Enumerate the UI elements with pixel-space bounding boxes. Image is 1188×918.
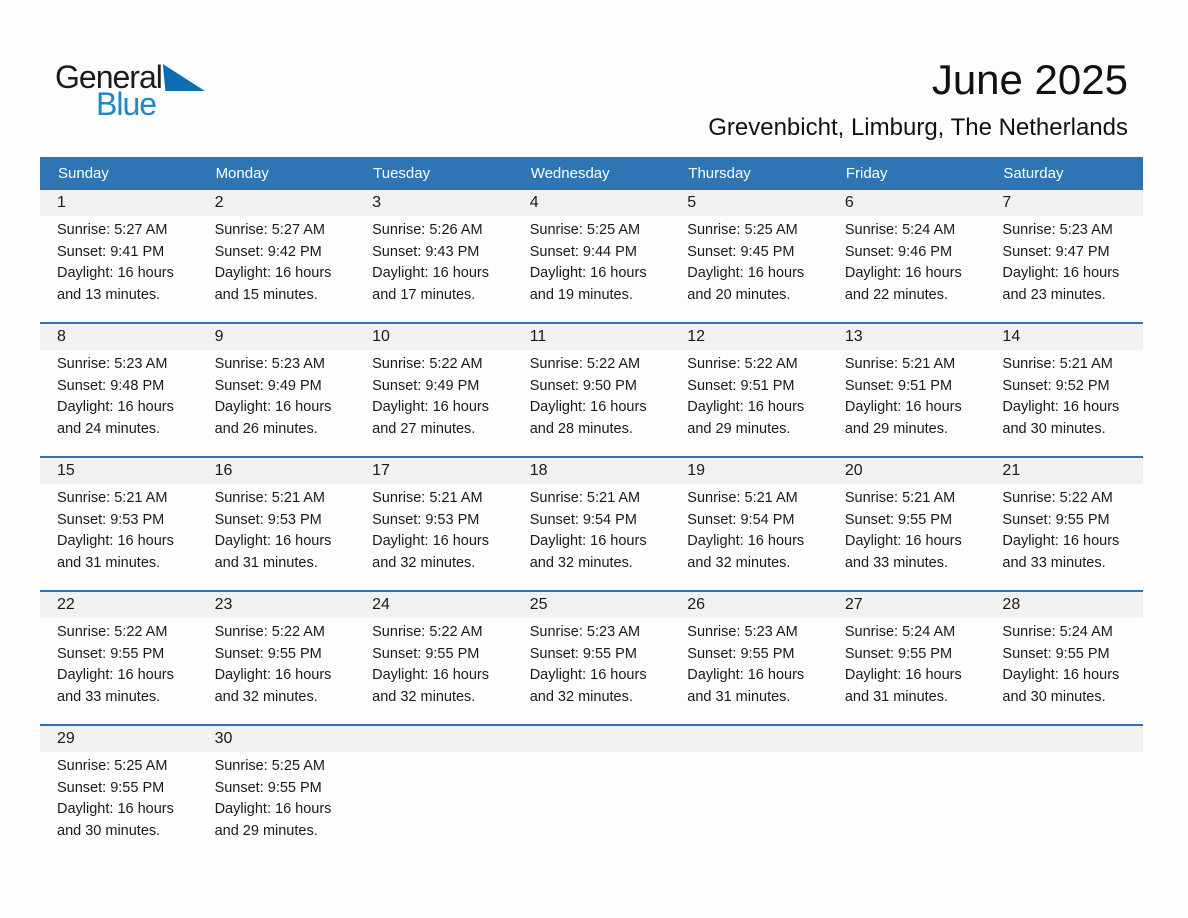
daylight-text-line2: and 30 minutes. [57,822,161,839]
sunset-text: Sunset: 9:55 PM [372,645,480,662]
day-number: 6 [828,190,986,216]
day-number: 4 [513,190,671,216]
calendar-day-cell [40,592,198,724]
calendar-day-cell [670,324,828,456]
daylight-text-line1: Daylight: 16 hours [57,533,174,549]
week-row [40,724,1143,858]
day-number: 20 [828,458,986,484]
day-number: 13 [828,324,986,350]
daylight-text-line2: and 32 minutes. [529,688,633,705]
daylight-text-line1: Daylight: 16 hours [57,265,174,281]
calendar-day-cell [828,190,986,322]
sunrise-text: Sunrise: 5:25 AM [214,758,325,774]
weekday-header-wednesday: Wednesday [530,165,610,182]
daylight-text-line2: and 32 minutes. [687,554,791,571]
daylight-text-line1: Daylight: 16 hours [57,801,174,817]
sunset-text: Sunset: 9:45 PM [687,243,795,260]
day-details [355,350,513,456]
calendar-empty-cell [355,726,513,858]
day-number: 11 [513,324,671,350]
daylight-text-line1: Daylight: 16 hours [687,265,805,281]
day-details [828,484,986,590]
calendar-day-cell [355,190,513,322]
day-details [355,216,513,322]
day-number: 26 [670,592,828,618]
day-number: 19 [670,458,828,484]
calendar-day-cell [513,592,671,724]
day-details [40,752,198,858]
week-row [40,190,1143,322]
daylight-text-line2: and 26 minutes. [214,420,318,437]
day-number: 9 [198,324,356,350]
day-number: 8 [40,324,198,350]
day-number: 3 [355,190,513,216]
sunset-text: Sunset: 9:50 PM [529,377,637,394]
sunset-text: Sunset: 9:42 PM [214,243,322,260]
day-details [985,216,1143,322]
daylight-text-line1: Daylight: 16 hours [372,399,490,415]
sunset-text: Sunset: 9:55 PM [529,645,637,662]
sunset-text: Sunset: 9:46 PM [844,243,953,260]
sunset-text: Sunset: 9:55 PM [844,511,953,528]
sunrise-text: Sunrise: 5:27 AM [57,222,168,238]
sunrise-text: Sunrise: 5:26 AM [372,222,483,238]
day-details [198,350,356,456]
calendar-day-cell [670,190,828,322]
weekday-header-row [40,157,1143,190]
day-details [198,484,356,590]
general-blue-logo [55,60,205,121]
day-details [198,752,356,858]
day-number [985,726,1143,752]
calendar-weeks [40,190,1143,858]
calendar-day-cell [513,458,671,590]
calendar-day-cell [198,324,356,456]
day-details [198,216,356,322]
calendar-day-cell [355,324,513,456]
sunset-text: Sunset: 9:47 PM [1002,243,1110,260]
sunrise-text: Sunrise: 5:25 AM [687,222,798,238]
daylight-text-line2: and 19 minutes. [529,286,633,303]
daylight-text-line2: and 31 minutes. [844,688,949,705]
day-details [513,484,671,590]
day-details [40,484,198,590]
sunrise-text: Sunrise: 5:23 AM [529,624,641,640]
sunrise-text: Sunrise: 5:22 AM [687,356,798,372]
day-details [355,752,513,858]
day-number: 29 [40,726,198,752]
daylight-text-line2: and 17 minutes. [372,286,476,303]
day-details [198,618,356,724]
sunset-text: Sunset: 9:55 PM [1002,645,1110,662]
day-details [670,618,828,724]
day-number [355,726,513,752]
day-details [985,752,1143,858]
daylight-text-line1: Daylight: 16 hours [214,533,332,549]
day-details [985,350,1143,456]
calendar-day-cell [40,190,198,322]
daylight-text-line2: and 32 minutes. [372,554,476,571]
day-details [828,350,986,456]
day-number: 17 [355,458,513,484]
location-subtitle: Grevenbicht, Limburg, The Netherlands [708,114,1128,141]
daylight-text-line2: and 29 minutes. [214,822,318,839]
sunrise-text: Sunrise: 5:23 AM [57,356,168,372]
daylight-text-line1: Daylight: 16 hours [529,667,647,683]
day-number: 24 [355,592,513,618]
week-row [40,456,1143,590]
calendar-day-cell [985,324,1143,456]
daylight-text-line1: Daylight: 16 hours [687,533,805,549]
daylight-text-line2: and 29 minutes. [687,420,791,437]
day-details [513,618,671,724]
sunrise-text: Sunrise: 5:21 AM [372,490,483,506]
day-details [828,752,986,858]
day-number: 25 [513,592,671,618]
daylight-text-line2: and 22 minutes. [844,286,949,303]
calendar-day-cell [513,324,671,456]
daylight-text-line1: Daylight: 16 hours [214,801,332,817]
daylight-text-line2: and 33 minutes. [844,554,949,571]
day-number: 10 [355,324,513,350]
calendar-day-cell [198,592,356,724]
sunrise-text: Sunrise: 5:22 AM [529,356,641,372]
daylight-text-line2: and 32 minutes. [214,688,318,705]
daylight-text-line2: and 31 minutes. [214,554,318,571]
sunrise-text: Sunrise: 5:21 AM [57,490,168,506]
sunset-text: Sunset: 9:44 PM [529,243,637,260]
calendar-empty-cell [670,726,828,858]
calendar-day-cell [985,592,1143,724]
weekday-header-friday: Friday [845,165,888,182]
daylight-text-line1: Daylight: 16 hours [214,399,332,415]
sunrise-text: Sunrise: 5:21 AM [844,356,956,372]
calendar-day-cell [355,458,513,590]
daylight-text-line2: and 33 minutes. [1002,554,1106,571]
daylight-text-line1: Daylight: 16 hours [687,667,805,683]
day-details [355,484,513,590]
sunrise-text: Sunrise: 5:21 AM [214,490,325,506]
weekday-header-sunday: Sunday [58,165,109,182]
day-number [828,726,986,752]
day-number: 23 [198,592,356,618]
daylight-text-line1: Daylight: 16 hours [57,667,174,683]
daylight-text-line2: and 31 minutes. [687,688,791,705]
sunrise-text: Sunrise: 5:25 AM [529,222,641,238]
day-number [670,726,828,752]
daylight-text-line1: Daylight: 16 hours [1002,667,1120,683]
sunset-text: Sunset: 9:55 PM [214,645,322,662]
title-block [708,55,1128,142]
sunset-text: Sunset: 9:41 PM [57,243,165,260]
sunset-text: Sunset: 9:55 PM [687,645,795,662]
sunset-text: Sunset: 9:55 PM [1002,511,1110,528]
day-number: 16 [198,458,356,484]
daylight-text-line1: Daylight: 16 hours [529,533,647,549]
weekday-header-thursday: Thursday [688,165,751,182]
weekday-header-tuesday: Tuesday [373,165,431,182]
day-number: 27 [828,592,986,618]
sunrise-text: Sunrise: 5:23 AM [1002,222,1113,238]
day-details [513,350,671,456]
day-number: 22 [40,592,198,618]
day-details [985,484,1143,590]
day-number: 12 [670,324,828,350]
daylight-text-line1: Daylight: 16 hours [214,667,332,683]
daylight-text-line1: Daylight: 16 hours [57,399,174,415]
day-details [985,618,1143,724]
calendar-day-cell [198,190,356,322]
calendar-day-cell [670,592,828,724]
daylight-text-line2: and 20 minutes. [687,286,791,303]
daylight-text-line1: Daylight: 16 hours [372,667,490,683]
day-details [670,350,828,456]
daylight-text-line1: Daylight: 16 hours [844,533,962,549]
sunset-text: Sunset: 9:51 PM [687,377,795,394]
sunrise-text: Sunrise: 5:23 AM [687,624,798,640]
sunrise-text: Sunrise: 5:22 AM [57,624,168,640]
sunset-text: Sunset: 9:54 PM [529,511,637,528]
day-number: 21 [985,458,1143,484]
day-number: 15 [40,458,198,484]
daylight-text-line2: and 33 minutes. [57,688,161,705]
daylight-text-line1: Daylight: 16 hours [1002,265,1120,281]
daylight-text-line1: Daylight: 16 hours [844,667,962,683]
day-number [513,726,671,752]
day-number: 14 [985,324,1143,350]
sunrise-text: Sunrise: 5:25 AM [57,758,168,774]
daylight-text-line1: Daylight: 16 hours [372,265,490,281]
day-number: 7 [985,190,1143,216]
day-details [513,752,671,858]
calendar-day-cell [828,324,986,456]
day-details [513,216,671,322]
daylight-text-line1: Daylight: 16 hours [214,265,332,281]
day-details [40,216,198,322]
daylight-text-line1: Daylight: 16 hours [1002,533,1120,549]
daylight-text-line1: Daylight: 16 hours [687,399,805,415]
sunrise-text: Sunrise: 5:27 AM [214,222,325,238]
daylight-text-line2: and 28 minutes. [529,420,633,437]
sunrise-text: Sunrise: 5:23 AM [214,356,325,372]
calendar-day-cell [40,324,198,456]
day-number: 30 [198,726,356,752]
calendar-empty-cell [828,726,986,858]
sunrise-text: Sunrise: 5:22 AM [1002,490,1113,506]
sunset-text: Sunset: 9:51 PM [844,377,953,394]
sunrise-text: Sunrise: 5:22 AM [372,624,483,640]
sunset-text: Sunset: 9:43 PM [372,243,480,260]
sunset-text: Sunset: 9:55 PM [214,779,322,796]
sunset-text: Sunset: 9:49 PM [214,377,322,394]
daylight-text-line2: and 32 minutes. [529,554,633,571]
sunrise-text: Sunrise: 5:21 AM [529,490,641,506]
daylight-text-line1: Daylight: 16 hours [529,399,647,415]
daylight-text-line2: and 23 minutes. [1002,286,1106,303]
sunrise-text: Sunrise: 5:24 AM [1002,624,1113,640]
sunset-text: Sunset: 9:53 PM [372,511,480,528]
day-number: 28 [985,592,1143,618]
daylight-text-line2: and 30 minutes. [1002,688,1106,705]
calendar-day-cell [198,458,356,590]
daylight-text-line2: and 30 minutes. [1002,420,1106,437]
logo-text-blue: Blue [96,86,157,122]
daylight-text-line1: Daylight: 16 hours [844,399,962,415]
day-details [670,752,828,858]
day-number: 5 [670,190,828,216]
sunrise-text: Sunrise: 5:21 AM [1002,356,1113,372]
daylight-text-line1: Daylight: 16 hours [844,265,962,281]
calendar-day-cell [985,458,1143,590]
daylight-text-line1: Daylight: 16 hours [372,533,490,549]
sunset-text: Sunset: 9:49 PM [372,377,480,394]
page-title: June 2025 [931,56,1128,103]
sunset-text: Sunset: 9:53 PM [214,511,322,528]
calendar-day-cell [828,592,986,724]
day-details [670,216,828,322]
calendar-day-cell [40,726,198,858]
daylight-text-line2: and 24 minutes. [57,420,161,437]
calendar-day-cell [828,458,986,590]
day-details [828,216,986,322]
daylight-text-line2: and 31 minutes. [57,554,161,571]
calendar-empty-cell [985,726,1143,858]
daylight-text-line1: Daylight: 16 hours [1002,399,1120,415]
calendar-day-cell [198,726,356,858]
calendar-day-cell [670,458,828,590]
sunset-text: Sunset: 9:54 PM [687,511,795,528]
day-details [355,618,513,724]
daylight-text-line2: and 29 minutes. [844,420,949,437]
daylight-text-line2: and 13 minutes. [57,286,161,303]
weekday-header-monday: Monday [215,165,269,182]
sunset-text: Sunset: 9:55 PM [844,645,953,662]
sunrise-text: Sunrise: 5:22 AM [372,356,483,372]
day-details [40,618,198,724]
day-details [40,350,198,456]
day-details [670,484,828,590]
daylight-text-line2: and 27 minutes. [372,420,476,437]
day-number: 2 [198,190,356,216]
calendar-day-cell [40,458,198,590]
sunset-text: Sunset: 9:55 PM [57,779,165,796]
sunset-text: Sunset: 9:55 PM [57,645,165,662]
calendar-empty-cell [513,726,671,858]
sunset-text: Sunset: 9:53 PM [57,511,165,528]
daylight-text-line1: Daylight: 16 hours [529,265,647,281]
logo-triangle-icon [163,64,205,91]
sunrise-text: Sunrise: 5:24 AM [844,624,956,640]
logo-text-general: General [55,59,162,95]
calendar-day-cell [355,592,513,724]
weekday-header-saturday: Saturday [1003,165,1064,182]
daylight-text-line2: and 15 minutes. [214,286,318,303]
calendar-day-cell [985,190,1143,322]
sunrise-text: Sunrise: 5:21 AM [687,490,798,506]
sunrise-text: Sunrise: 5:21 AM [844,490,956,506]
day-details [828,618,986,724]
day-number: 1 [40,190,198,216]
sunrise-text: Sunrise: 5:22 AM [214,624,325,640]
week-row [40,322,1143,456]
sunset-text: Sunset: 9:52 PM [1002,377,1110,394]
calendar-table [40,157,1143,858]
week-row [40,590,1143,724]
sunrise-text: Sunrise: 5:24 AM [844,222,956,238]
daylight-text-line2: and 32 minutes. [372,688,476,705]
day-number: 18 [513,458,671,484]
sunset-text: Sunset: 9:48 PM [57,377,165,394]
calendar-day-cell [513,190,671,322]
